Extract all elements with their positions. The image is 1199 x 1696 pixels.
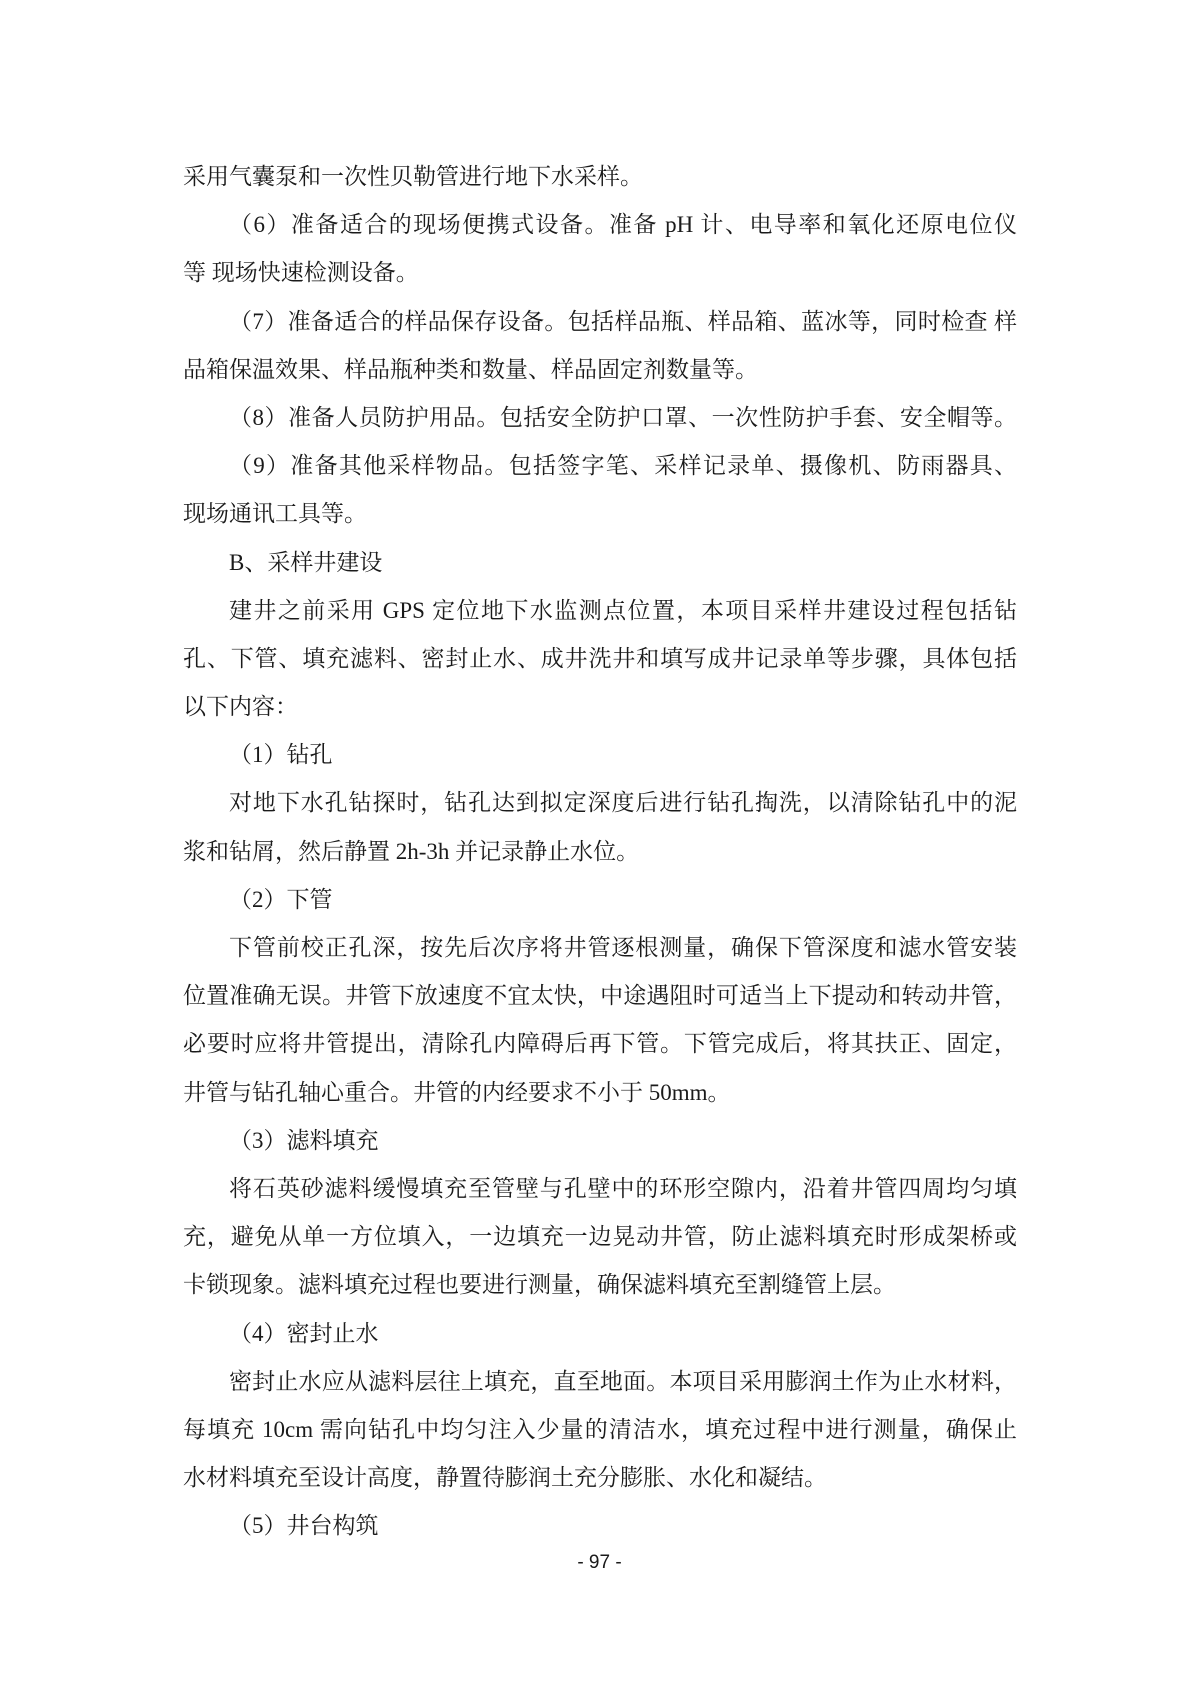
text-line: （2）下管 — [229, 886, 333, 912]
page-number: - 97 - — [577, 1552, 622, 1573]
text-line: （6）准备适合的现场便携式设备。准备 pH 计、电导率和氧化还原电位仪 — [229, 212, 1017, 238]
text-line: （4）密封止水 — [229, 1320, 379, 1346]
text-line: 品箱保温效果、样品瓶种类和数量、样品固定剂数量等。 — [183, 356, 758, 382]
text-line: 浆和钻屑，然后静置 2h-3h 并记录静止水位。 — [183, 838, 640, 864]
text-line: B、采样井建设 — [229, 549, 383, 575]
text-line: 卡锁现象。滤料填充过程也要进行测量，确保滤料填充至割缝管上层。 — [183, 1272, 896, 1298]
text-line: （3）滤料填充 — [229, 1127, 379, 1153]
text-line: （5）井台构筑 — [229, 1513, 379, 1539]
text-line: （1）钻孔 — [229, 742, 333, 768]
text-line: 必要时应将井管提出，清除孔内障碍后再下管。下管完成后，将其扶正、固定， — [183, 1031, 1017, 1057]
text-line: （7）准备适合的样品保存设备。包括样品瓶、样品箱、蓝冰等，同时检查 样 — [229, 308, 1017, 334]
text-line: 采用气囊泵和一次性贝勒管进行地下水采样。 — [183, 164, 643, 189]
text-line: 对地下水孔钻探时，钻孔达到拟定深度后进行钻孔掏洗，以清除钻孔中的泥 — [229, 790, 1017, 816]
text-line: 充，避免从单一方位填入，一边填充一边晃动井管，防止滤料填充时形成架桥或 — [183, 1224, 1017, 1250]
text-line: 密封止水应从滤料层往上填充，直至地面。本项目采用膨润土作为止水材料， — [229, 1368, 1017, 1394]
text-line: 等 现场快速检测设备。 — [183, 260, 419, 286]
text-line: 每填充 10cm 需向钻孔中均匀注入少量的清洁水，填充过程中进行测量，确保止 — [183, 1416, 1017, 1442]
text-line: （8）准备人员防护用品。包括安全防护口罩、一次性防护手套、安全帽等。 — [229, 404, 1017, 430]
text-line: 现场通讯工具等。 — [183, 501, 367, 527]
text-line: 将石英砂滤料缓慢填充至管壁与孔壁中的环形空隙内，沿着井管四周均匀填 — [229, 1175, 1017, 1201]
text-line: 位置准确无误。井管下放速度不宜太快，中途遇阻时可适当上下提动和转动井管， — [183, 983, 1017, 1009]
text-line: 下管前校正孔深，按先后次序将井管逐根测量，确保下管深度和滤水管安装 — [229, 935, 1017, 960]
text-line: 建井之前采用 GPS 定位地下水监测点位置，本项目采样井建设过程包括钻 — [229, 597, 1017, 623]
text-line: 孔、下管、填充滤料、密封止水、成井洗井和填写成井记录单等步骤，具体包括 — [183, 645, 1017, 671]
document-body — [183, 153, 1017, 1550]
text-line: 水材料填充至设计高度，静置待膨润土充分膨胀、水化和凝结。 — [183, 1465, 827, 1491]
text-line: 以下内容： — [183, 694, 298, 720]
text-line: 井管与钻孔轴心重合。井管的内经要求不小于 50mm。 — [183, 1079, 731, 1105]
text-line: （9）准备其他采样物品。包括签字笔、采样记录单、摄像机、防雨器具、 — [229, 453, 1017, 479]
